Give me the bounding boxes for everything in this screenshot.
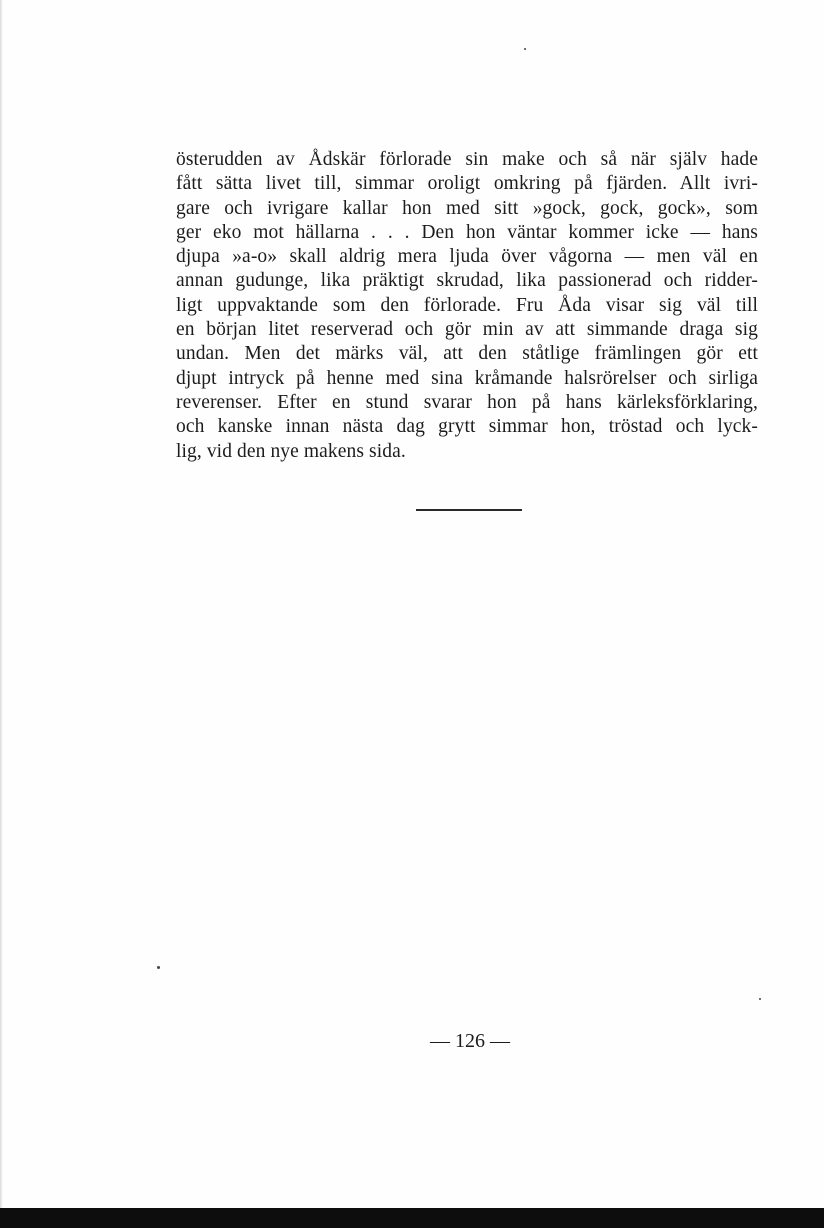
text-line: lig, vid den nye makens sida.	[176, 440, 406, 462]
text-line: ger eko mot hällarna . . . Den hon väntar kommer icke — hans	[176, 221, 758, 243]
scan-speck	[524, 48, 526, 50]
text-line: ligt uppvaktande som den förlorade. Fru Åda visar sig väl till	[176, 294, 758, 316]
text-line: annan gudunge, lika präktigt skrudad, lika passionerad och ridder-	[176, 270, 758, 292]
scan-bottom-edge	[0, 1208, 824, 1228]
scan-speck	[157, 966, 160, 969]
page-edge-shadow	[0, 0, 3, 1228]
body-text	[176, 148, 758, 464]
text-line: en början litet reserverad och gör min av att simmande draga sig	[176, 319, 758, 341]
text-line: djupa »a-o» skall aldrig mera ljuda över vågorna — men väl en	[176, 246, 758, 268]
text-line: reverenser. Efter en stund svarar hon på hans kärleksförklaring,	[176, 391, 758, 413]
text-line: österudden av Ådskär förlorade sin make och så när själv hade	[176, 149, 758, 170]
text-line: undan. Men det märks väl, att den ståtlige främlingen gör ett	[176, 343, 758, 365]
text-line: djupt intryck på henne med sina kråmande halsrörelser och sirliga	[176, 367, 758, 389]
text-line: och kanske innan nästa dag grytt simmar hon, tröstad och lyck-	[176, 416, 758, 438]
text-line: fått sätta livet till, simmar oroligt omkring på fjärden. Allt ivri-	[176, 173, 758, 195]
scan-speck	[759, 998, 761, 1000]
page-number: — 126 —	[430, 1030, 510, 1052]
text-line: gare och ivrigare kallar hon med sitt »gock, gock, gock», som	[176, 197, 758, 219]
section-divider	[416, 509, 522, 511]
